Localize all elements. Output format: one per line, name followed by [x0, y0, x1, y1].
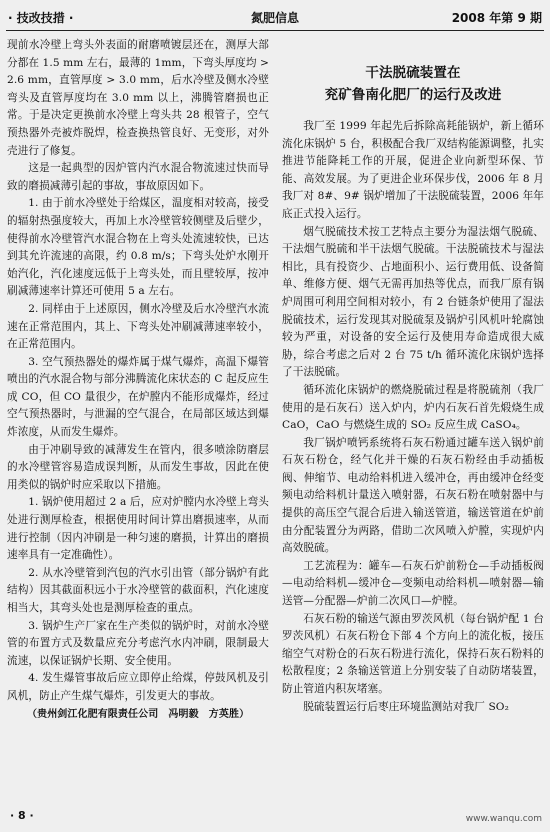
page-header	[6, 0, 544, 31]
page-number: · 8 ·	[10, 809, 34, 822]
author-line: （贵州剑江化肥有限责任公司 冯明毅 方英胜）	[27, 708, 250, 720]
paragraph: 烟气脱硫技术按工艺特点主要分为湿法烟气脱硫、干法烟气脱硫和半干法烟气脱硫。干法脱硫技术与湿法相比，具有投资少、占地面积小、运行费用低、设备简单、维修方便、烟气无需再加热等优点，而我厂原有锅炉周围可利用空间相对较小，有 2 台链条炉使用了湿法脱硫技术，运行发现其对脱硫泵及锅炉引风机叶轮腐蚀较为严重，对设备的安全运行及使用寿命造成很大威胁，综合考虑之后对 2 台 75 t/h 循环流化床锅炉选择了干法脱硫。	[282, 225, 544, 379]
paragraph: 我厂锅炉喷钙系统将石灰石粉通过罐车送入锅炉前石灰石粉仓，经气化并干燥的石灰石粉经由手动插板阀、伸缩节、电动给料机进入缓冲仓，再由缓冲仓经变频电动给料机计量送入喷射器，石灰石粉在喷射器中与提供的高压空气混合后进入输送管道，输送管道在炉前由分配装置分为两路，借助二次风喷入炉膛，实现炉内高效脱硫。	[282, 436, 544, 555]
paragraph: 2. 同样由于上述原因，侧水冷壁及后水冷壁汽水流速在正常范围内，其上、下弯头处冲刷减薄速率较小，在正常范围内。	[7, 302, 269, 351]
left-column	[7, 37, 269, 723]
paragraph: 3. 锅炉生产厂家在生产类似的锅炉时，对前水冷壁管的布置方式及数量应充分考虑汽水内冲刷，限制最大流速，以保证锅炉长期、安全使用。	[7, 619, 269, 667]
paragraph: 循环流化床锅炉的燃烧脱硫过程是将脱硫剂（我厂使用的是石灰石）送入炉内，炉内石灰石首先煅烧生成 CaO，CaO 与燃烧生成的 SO₂ 反应生成 CaSO₄。	[282, 383, 544, 432]
paragraph: 2. 从水冷壁管到汽包的汽水引出管（部分锅炉有此结构）因其截面积远小于水冷壁管的截面积，汽化速度相当大，其弯头处也是测厚检查的重点。	[7, 566, 269, 614]
paragraph: 4. 发生爆管事故后应立即停止给煤，停鼓风机及引风机，防止产生煤气爆炸，引发更大的事故。	[7, 672, 269, 702]
paragraph: 1. 由于前水冷壁处于给煤区，温度相对较高，接受的辐射热强度较大，再加上水冷壁管较侧壁及后壁少，使得前水冷壁管汽水混合物在上弯头处流速较快，已达到其允许流速的高限，约 0.8 m/s；下弯头处炉水刚开始汽化，汽化速度远低于上弯头处，而且壁较厚，按冲刷减薄速率计算还可使用 5 a 左右。	[7, 197, 269, 298]
title-line-2: 兖矿鲁南化肥厂的运行及改进	[324, 87, 502, 103]
section-label: · 技改技措 ·	[8, 11, 74, 25]
paragraph: 工艺流程为：罐车—石灰石炉前粉仓—手动插板阀—电动给料机—缓冲仓—变频电动给料机—喷射器—输送管—分配器—炉前二次风口—炉膛。	[282, 559, 544, 608]
watermark: www.wanqu.com	[465, 814, 542, 824]
paragraph: 现前水冷壁上弯头外表面的耐磨喷镀层还在，测厚大部分都在 1.5 mm 左右，最薄的 1mm，下弯头厚度均 > 2.6 mm，直管厚度 > 3.0 mm，后水冷壁及侧水冷壁弯头及直管厚度均在 3.0 mm 以上，沸腾管磨损也正常。于是决定更换前水冷壁上弯头共 28 根管子，空气预热器外壳被炸脱焊，检查换热管良好、无变形，对外壳进行了修复。	[7, 39, 269, 157]
paragraph: 这是一起典型的因炉管内汽水混合物流速过快而导致的磨损减薄引起的事故，事故原因如下。	[7, 162, 269, 192]
right-column	[282, 62, 544, 716]
paragraph: 1. 锅炉使用超过 2 a 后，应对炉膛内水冷壁上弯头处进行测厚检查，根据使用时间计算出磨损速率，从而进行控制（因内冲刷是一种匀速的磨损，计算出的磨损速率具有一定准确性）。	[7, 496, 269, 562]
paragraph: 石灰石粉的输送气源由罗茨风机（每台锅炉配 1 台罗茨风机）石灰石粉仓下部 4 个方向上的流化板，接压缩空气对粉仓的石灰石粉进行流化，保持石灰石粉料的松散程度；2 条输送管道上分别安装了自动防堵装置，防止管道内积灰堵塞。	[282, 612, 544, 695]
paragraph: 3. 空气预热器处的爆炸属于煤气爆炸，高温下爆管喷出的汽水混合物与部分沸腾流化床状态的 C 起反应生成 CO，但 CO 量很少，在炉膛内不能形成爆炸，经过空气预热器时，与泄漏的空气混合，在局部区域达到爆炸浓度，从而发生爆炸。	[7, 355, 269, 439]
paragraph: 脱硫装置运行后枣庄环境监测站对我厂 SO₂	[303, 700, 509, 713]
paragraph: 我厂至 1999 年起先后拆除高耗能锅炉，新上循环流化床锅炉 5 台，积极配合我厂双结构能源调整，扎实推进节能降耗工作的开展，促进企业向新型环保、节能、高效发展。为了更进企业环保步伐，2006 年 8 月我厂对 8#、9# 锅炉增加了干法脱硫装置，2006 年年底正式投入运行。	[282, 120, 544, 220]
article-title	[282, 62, 544, 106]
journal-name: 氮肥信息	[250, 11, 299, 25]
paragraph: 由于冲刷导致的减薄发生在管内，很多喷涂防磨层的水冷壁管容易造成误判断，从而发生事故，因此在使用类似的锅炉时应采取以下措施。	[7, 443, 269, 491]
issue-label: 2008 年第 9 期	[451, 11, 542, 25]
title-line-1: 干法脱硫装置在	[365, 65, 461, 81]
